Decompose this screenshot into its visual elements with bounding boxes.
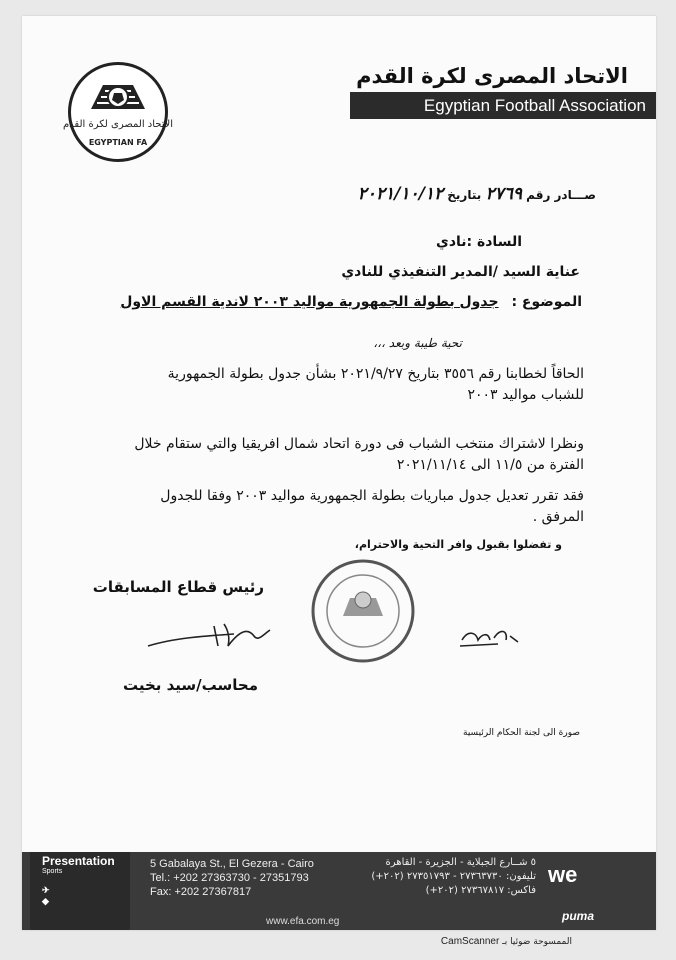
efa-logo — [62, 62, 174, 162]
subject-text: جدول بطولة الجمهورية مواليد ٢٠٠٣ لاندية القسم الاول — [120, 294, 499, 310]
address-en-line: Fax: +202 27367817 — [150, 886, 252, 898]
paragraph-3: فقد تقرر تعديل جدول مباريات بطولة الجمهورية مواليد ٢٠٠٣ وفقا للجدول المرفق . — [160, 488, 584, 525]
closing-line: و تفضلوا بقبول وافر التحية والاحترام، — [354, 538, 562, 551]
sponsor-name: Presentation — [42, 854, 115, 868]
subject-line — [82, 294, 582, 310]
address-ar-line: ٥ شــارع الجبلاية - الجزيرة - القاهرة — [385, 857, 536, 868]
greeting: تحية طيبة وبعد ،،، — [373, 336, 462, 350]
address-english — [150, 857, 314, 899]
paragraph-1: الحاقاً لخطابنا رقم ٣٥٥٦ بتاريخ ٢٠٢١/٩/٢٧ بشأن جدول بطولة الجمهورية للشباب مواليد ٢٠٠٣ — [167, 366, 584, 403]
egyptair-icon: ✈ — [42, 885, 50, 895]
attention-line: عناية السيد /المدير التنفيذي للنادي — [341, 264, 580, 280]
efa-emblem-icon — [62, 65, 174, 159]
ref-date-label: بتاريخ — [447, 188, 482, 202]
address-ar-line: تليفون: ٢٧٣٦٣٧٣٠ - ٢٧٣٥١٧٩٣ (٢٠٢+) — [371, 871, 536, 882]
official-stamp — [308, 556, 418, 666]
ref-prefix: صـــادر رقم — [526, 188, 596, 202]
addressee: السادة :نادي — [435, 234, 522, 250]
sponsor-sub: Sports — [42, 868, 63, 875]
address-arabic — [326, 856, 536, 898]
address-en-line: Tel.: +202 27363730 - 27351793 — [150, 872, 309, 884]
copy-note: صورة الى لجنة الحكام الرئيسية — [463, 728, 580, 738]
website-link[interactable]: www.efa.com.eg — [266, 916, 340, 927]
paragraph-2: ونظرا لاشتراك منتخب الشباب فى دورة اتحاد شمال افريقيا والتي ستقام خلال الفترة من ١١/٥ الى ٢٠٢١/١١/١٤ — [134, 436, 584, 473]
scanner-label: الممسوحة ضوئيا بـ — [502, 937, 572, 947]
reference-line — [296, 184, 596, 204]
subject-label: الموضوع : — [511, 294, 582, 310]
scanner-watermark — [272, 936, 572, 947]
we-logo: we — [548, 862, 578, 887]
puma-logo: puma — [562, 909, 595, 923]
logo-text-ar: الاتحاد المصرى لكرة القدم — [62, 119, 174, 130]
sponsor-logo — [42, 854, 115, 907]
scanner-app: CamScanner — [440, 936, 500, 947]
initials-scribble — [458, 620, 524, 650]
ref-date: ٢٠٢١/١٠/١٢ — [357, 184, 444, 204]
tiger-icon: ◆ — [42, 896, 49, 906]
signature-scribble — [144, 616, 284, 656]
signatory-name: محاسب/سيد بخيت — [122, 676, 258, 694]
address-en-line: 5 Gabalaya St., El Gezera - Cairo — [150, 858, 314, 870]
org-name-english: Egyptian Football Association — [350, 92, 656, 119]
ref-number: ٢٧٦٩ — [485, 184, 522, 204]
signatory-title: رئيس قطاع المسابقات — [92, 578, 264, 596]
letter-page — [22, 16, 656, 930]
org-name-arabic: الاتحاد المصرى لكرة القدم — [356, 64, 628, 88]
logo-text-en: EGYPTIAN FA — [88, 138, 148, 147]
address-ar-line: فاكس: ٢٧٣٦٧٨١٧ (٢٠٢+) — [425, 885, 536, 896]
